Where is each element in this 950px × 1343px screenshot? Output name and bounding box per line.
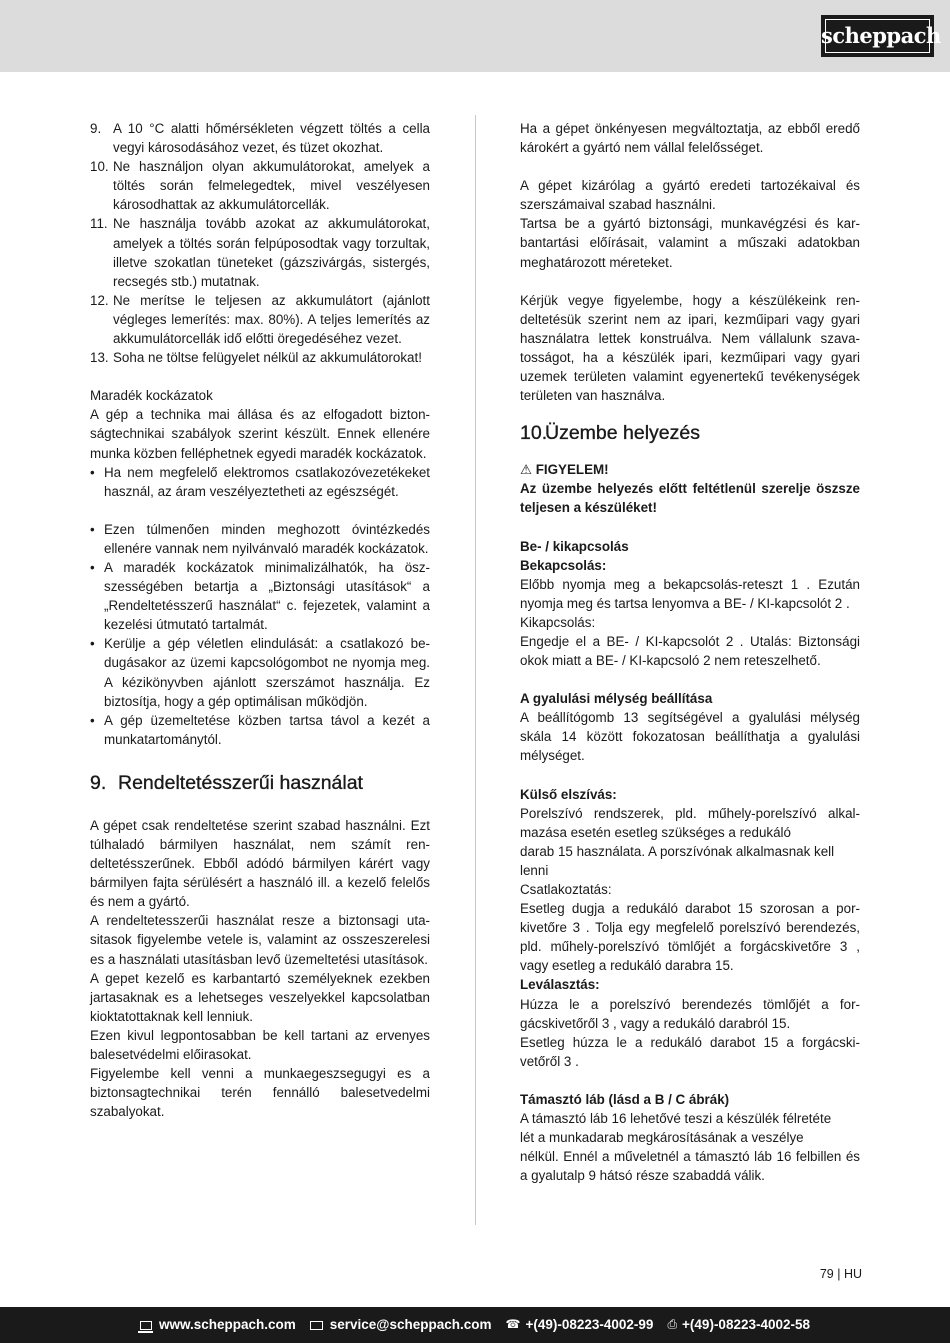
bullet-icon: • [90, 521, 95, 537]
section-number: 10. [520, 422, 548, 445]
footer-web[interactable] [140, 1315, 296, 1334]
bullet-icon: • [90, 636, 95, 652]
column-divider [475, 115, 476, 1225]
paragraph: Porelszívó rendszerek, pld. műhely-porelszívó alkalmazása esetén esetleg szükséges a redukáló [520, 805, 860, 840]
footer-fax [667, 1315, 810, 1334]
bullet-text: A gép üzemeltetése közben tartsa távol a kezét a munkatartománytól. [104, 712, 430, 747]
list-item [90, 711, 430, 749]
phone-icon: ☎ [505, 1317, 521, 1332]
paragraph: Figyelembe kell venni a munkaegeszsegugyi es a biztonsagtechnikai terén fennálló balesetvedelmi szabalyokat. [90, 1066, 430, 1120]
section-number: 9. [90, 771, 107, 794]
list-number: 9. [90, 121, 102, 136]
page-number: 79 | HU [819, 1267, 862, 1281]
spacer [90, 749, 430, 771]
paragraph-line: lét a munkadarab megkárosításának a veszélye [520, 1130, 804, 1146]
paragraph: darab 15 használata. A porszívónak alkalmasnak kell lenni [520, 843, 835, 878]
email-address[interactable]: service@scheppach.com [329, 1317, 492, 1333]
phone-number: +(49)-08223-4002-99 [525, 1317, 654, 1333]
footer-email[interactable] [310, 1315, 492, 1334]
paragraph: A rendeltetesszerűi használat resze a biztonsagi utasitasok figyelembe vetele is, valamint az osszeszerelesi es a használati utasításban levő üzemeltetési utasítások. [90, 913, 430, 967]
warning-text: Az üzembe helyezés előtt feltétlenül szerelje öszsze teljesen a készüléket! [520, 481, 860, 516]
list-item [90, 157, 430, 214]
paragraph: A gépet csak rendeltetése szerint szabad használni. Ezt túlhaladó bármilyen használat, nem számít rendeltetésszerűnek. Ebből adódó bármilyen kárért vagy bármilyen fajta sérülésért a használó ill. a kezelő felelős és nem a gyártó. [90, 817, 430, 910]
list-item [90, 463, 430, 501]
list-text: Ne merítse le teljesen az akkumulátort (ajánlott végleges lemerítés: max. 80%). A teljes lemerítés az akkumulátorcellák idő előtti öregedéséhez vezet. [113, 292, 430, 347]
spacer [520, 405, 860, 421]
bullet-text: Kerülje a gép véletlen elindulását: a csatlakozó bedugásakor az üzemi kapcsológombot ne nyomja meg. A kézikönyvben ajánlott szerszámot használja. Ez biztosítja, hogy a gép optimálisan működjön. [104, 636, 430, 709]
paragraph: A gepet kezelő es karbantartó személyeknek ezekben jartasaknak es a lehetseges veszelyekkel kapcsolatban kioktatottaknak kell lenniuk. [90, 970, 430, 1024]
page-footer [0, 1307, 950, 1343]
spacer [520, 766, 860, 785]
section-title: Üzembe helyezés [545, 422, 700, 445]
residual-risks-intro: A gép a technika mai állása és az elfogadott biztonságtechnikai szabályok szerint készült. Ennek ellenére munka közben felléphetnek egyedi maradék kockázatok. [90, 407, 430, 461]
list-text: A 10 °C alatti hőmérsékleten végzett töltés a cella vegyi károsodásához vezet, és tüzet okozhat. [113, 121, 430, 156]
on-off-heading: Be- / kikapcsolás [520, 538, 629, 554]
right-column [520, 119, 860, 1185]
spacer [520, 518, 860, 537]
spacer [90, 795, 430, 816]
spacer [520, 272, 860, 291]
paragraph: Engedje el a BE- / KI-kapcsolót 2 . Utalás: Biztonsági okok miatt a BE- / KI-kapcsoló 2 nem reteszelhető. [520, 633, 860, 669]
section-9-heading [90, 771, 430, 795]
paragraph: A gépet kizárólag a gyártó eredeti tartozékaival és szerszámaival szabad használni. [520, 178, 860, 213]
extraction-heading: Külső elszívás: [520, 786, 617, 802]
envelope-icon [310, 1321, 323, 1330]
bullet-text: Ezen túlmenően minden meghozott óvintézkedés ellenére vannak nem nyilvánvaló maradék kockázatok. [104, 521, 430, 556]
list-text: Ne használja tovább azokat az akkumulátorokat, amelyek a töltés során felpúposodtak vagy torzultak, illetve szokatlan tüneteket (gázszivárgás, sistergés, recsegés stb.) mutatnak. [113, 216, 430, 289]
paragraph: Kérjük vegye figyelembe, hogy a készülékeink rendeltetésük szerint nem az ipari, kezműipari vagy gyari használatra lettek konstruálva. Nem vállalunk szavatosságot, ha a készülék ipari, kezműipari vagy gyari uzemek területen valamint egyenertekű tevékenységek területen van használva. [520, 292, 860, 404]
spacer [520, 670, 860, 689]
footer-phone [506, 1315, 654, 1334]
bullet-icon: • [90, 712, 95, 728]
bullet-text: A maradék kockázatok minimalizálhatók, ha öszszességében betartja a „Biztonsági utasítások“ a „Rendeltetésszerű használat“ c. fejezetek, valamint a kezelési útmutató tartalmát. [104, 559, 430, 633]
detach-heading: Leválasztás: [520, 977, 600, 993]
scheppach-logo: scheppach [821, 15, 934, 57]
bullet-text: Ha nem megfelelő elektromos csatlakozóvezetékeket használ, az áram veszélyeztetheti az egészségét. [104, 464, 430, 499]
paragraph: Ezen kivul legpontosabban be kell tartani az ervenyes balesetvédelmi előirasokat. [90, 1027, 430, 1063]
paragraph: Tartsa be a gyártó biztonsági, munkavégzési és karbantartási előírásait, valamint a műszaki adatokban meghatározott méreteket. [520, 216, 860, 270]
list-item [90, 634, 430, 710]
list-number: 12. [90, 292, 109, 308]
list-text: Ne használjon olyan akkumulátorokat, amelyek a töltés során felmelegedtek, mivel veszélyesen károsodhattak az akkumulátorcellák. [113, 159, 430, 213]
page-header [0, 0, 950, 72]
bullet-icon: • [90, 559, 95, 575]
fax-icon: ⎙ [667, 1317, 678, 1332]
left-column [90, 119, 430, 1121]
spacer [520, 445, 860, 460]
support-foot-heading: Támasztó láb (lásd a B / C ábrák) [520, 1091, 730, 1107]
planing-depth-heading: A gyalulási mélység beállítása [520, 691, 713, 707]
connect-heading: Csatlakoztatás: [520, 882, 612, 897]
list-item [90, 291, 430, 348]
spacer [520, 1071, 860, 1090]
list-item [90, 520, 430, 558]
list-number: 10. [90, 159, 109, 175]
paragraph: Esetleg dugja a redukáló darabot 15 szorosan a porkivetőre 3 . Tolja egy megfelelő porelszívó berendezés, pld. műhely-porelszívó tömlőjét a forgácskivetőre 3 , vagy esetleg a redukáló darabra 15. [520, 901, 860, 974]
spacer [90, 501, 430, 520]
bullet-icon: • [90, 464, 95, 480]
list-item [90, 119, 430, 157]
paragraph: Ha a gépet önkényesen megváltoztatja, az ebből eredő károkért a gyártó nem vállal felelősséget. [520, 121, 860, 156]
monitor-icon [140, 1321, 152, 1330]
list-text: Soha ne töltse felügyelet nélkül az akkumulátorokat! [113, 350, 422, 366]
paragraph-line: A támasztó láb 16 lehetővé teszi a készülék félretéte [520, 1111, 832, 1127]
paragraph: A beállítógomb 13 segítségével a gyalulási mélység skála 14 között fokozatosan beállíthatja a gyalulási mélységet. [520, 710, 860, 764]
section-10-heading [520, 421, 860, 445]
switch-off-heading: Kikapcsolás: [520, 614, 596, 630]
warning-title: ⚠ FIGYELEM! [520, 462, 609, 478]
list-item [90, 214, 430, 290]
list-item [90, 558, 430, 634]
paragraph: nélkül. Ennél a műveletnél a támasztó láb 16 felbillen és a gyalutalp 9 hátsó része szabaddá válik. [520, 1149, 860, 1184]
paragraph: Húzza le a porelszívó berendezés tömlőjét a forgácskivetőről 3 , vagy a redukáló darabról 15. [520, 996, 860, 1031]
paragraph: Esetleg húzza le a redukáló darabot 15 a forgácskivetőről 3 . [520, 1034, 860, 1069]
spacer [520, 157, 860, 176]
switch-on-heading: Bekapcsolás: [520, 557, 607, 573]
section-title: Rendeltetésszerűi használat [118, 771, 363, 794]
paragraph: Előbb nyomja meg a bekapcsolás-reteszt 1 . Ezután nyomja meg és tartsa lenyomva a BE- / KI-kapcsolót 2 . [520, 576, 860, 611]
residual-risks-heading: Maradék kockázatok [90, 388, 213, 404]
list-number: 11. [90, 216, 108, 232]
fax-number: +(49)-08223-4002-58 [682, 1317, 811, 1333]
list-item [90, 348, 430, 367]
spacer [90, 367, 430, 386]
list-number: 13. [90, 350, 109, 366]
web-address[interactable]: www.scheppach.com [158, 1317, 296, 1333]
